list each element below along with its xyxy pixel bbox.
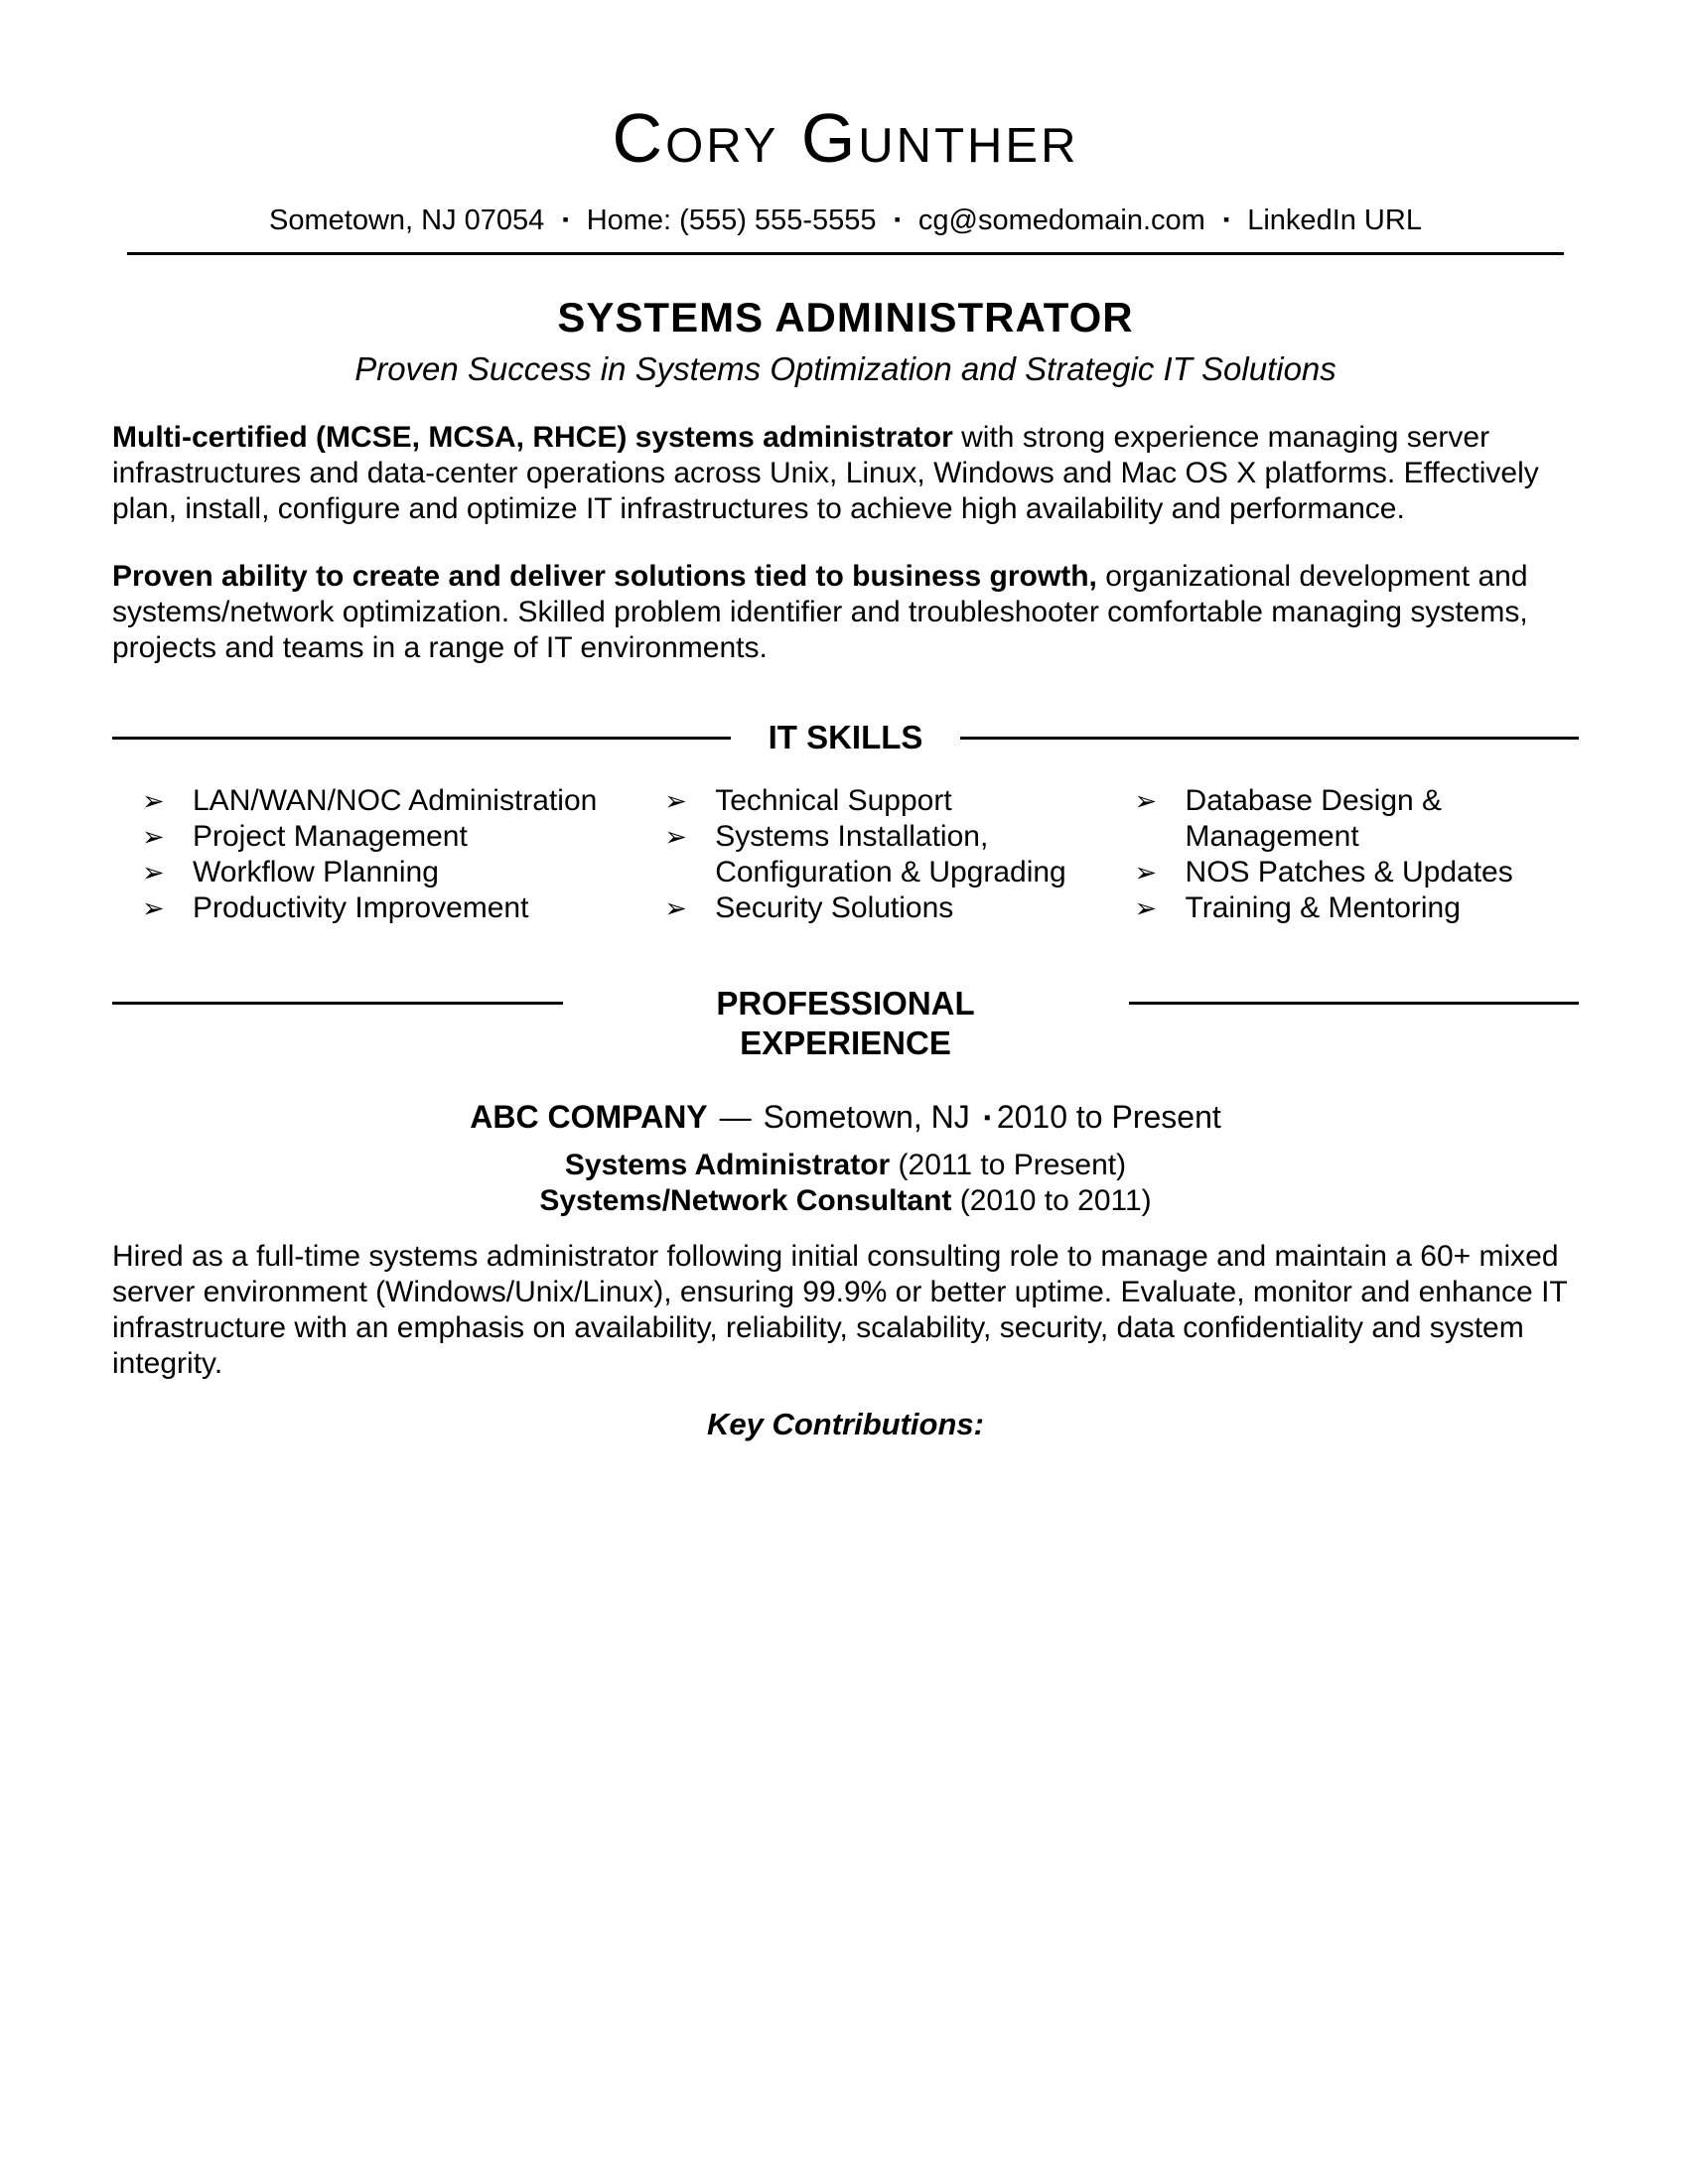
skill-label: Technical Support xyxy=(715,784,952,817)
role-dates: (2011 to Present) xyxy=(890,1149,1127,1181)
skill-label: Training & Mentoring xyxy=(1185,891,1461,924)
experience-section-heading xyxy=(112,984,1579,1063)
heading-rule-left xyxy=(112,737,731,740)
arrow-bullet-icon: ➢ xyxy=(1134,893,1158,923)
arrow-bullet-icon: ➢ xyxy=(142,858,165,887)
candidate-name: Cory Gunther xyxy=(612,99,1079,177)
company-name: ABC COMPANY xyxy=(470,1099,708,1135)
summary-p1-lead: Multi-certified (MCSE, MCSA, RHCE) systems administrator xyxy=(112,421,953,454)
arrow-bullet-icon: ➢ xyxy=(142,893,165,923)
arrow-bullet-icon: ➢ xyxy=(1134,786,1158,816)
skill-label: Workflow Planning xyxy=(193,856,439,888)
skill-label: LAN/WAN/NOC Administration xyxy=(193,784,598,817)
contact-email: cg@somedomain.com xyxy=(917,205,1205,236)
skill-item xyxy=(664,890,1134,926)
role-title: Systems Administrator xyxy=(564,1149,891,1181)
company-dates: 2010 to Present xyxy=(996,1099,1221,1135)
skill-item xyxy=(142,819,664,855)
role-list xyxy=(112,1148,1579,1219)
skills-columns xyxy=(112,783,1579,926)
skill-label: Database Design & Management xyxy=(1185,784,1443,853)
contact-phone: Home: (555) 555-5555 xyxy=(586,205,877,236)
summary-p2-lead: Proven ability to create and deliver solutions tied to business growth, xyxy=(112,560,1097,593)
job-description: Hired as a full-time systems administrator following initial consulting role to manage and maintain a 60+ mixed server environment (Windows/Unix/Linux), ensuring 99.9% or better uptime. Evaluate, monitor and enhance IT infrastructure with an emphasis on availability, reliability, scalability, security, data confidentiality and system integrity. xyxy=(112,1240,1568,1380)
role-title: Systems/Network Consultant xyxy=(539,1184,952,1217)
contact-linkedin: LinkedIn URL xyxy=(1247,205,1422,236)
role-line xyxy=(112,1148,1579,1183)
arrow-bullet-icon: ➢ xyxy=(664,786,687,816)
resume-title: SYSTEMS ADMINISTRATOR xyxy=(557,294,1134,341)
bullet-separator-icon: ▪ xyxy=(1222,209,1230,229)
skill-item xyxy=(1135,855,1579,890)
arrow-bullet-icon: ➢ xyxy=(664,893,687,923)
contact-location: Sometown, NJ 07054 xyxy=(269,205,545,236)
skill-label: Productivity Improvement xyxy=(193,891,529,924)
skill-label: Systems Installation, Configuration & Upgrading xyxy=(715,820,1066,888)
experience-heading-label: PROFESSIONAL EXPERIENCE xyxy=(716,985,975,1061)
header-divider xyxy=(127,252,1564,255)
skill-item xyxy=(1135,783,1579,855)
bullet-separator-icon: ▪ xyxy=(894,209,901,229)
skill-item xyxy=(664,819,1134,890)
resume-tagline: Proven Success in Systems Optimization and Strategic IT Solutions xyxy=(354,350,1336,387)
skill-label: NOS Patches & Updates xyxy=(1185,856,1513,888)
skills-column-2 xyxy=(664,783,1134,926)
skill-label: Security Solutions xyxy=(715,891,954,924)
skill-item xyxy=(1135,890,1579,926)
arrow-bullet-icon: ➢ xyxy=(142,786,165,816)
summary-p2-body: organizational development and systems/network optimization. Skilled problem identifier and troubleshooter comfortable managing systems, projects and teams in a range of IT environments. xyxy=(112,560,1528,664)
skill-item xyxy=(142,783,664,819)
skill-label: Project Management xyxy=(193,820,468,853)
skills-column-1 xyxy=(112,783,664,926)
arrow-bullet-icon: ➢ xyxy=(1134,858,1158,887)
em-dash: — xyxy=(719,1099,752,1135)
heading-rule-right xyxy=(960,737,1579,740)
skill-item xyxy=(142,890,664,926)
key-contributions-label: Key Contributions: xyxy=(707,1407,984,1441)
skill-item xyxy=(664,783,1134,819)
arrow-bullet-icon: ➢ xyxy=(142,822,165,852)
summary-paragraph-2 xyxy=(112,559,1579,666)
skills-heading-label: IT SKILLS xyxy=(768,719,923,755)
skills-column-3 xyxy=(1135,783,1579,926)
bullet-separator-icon: ▪ xyxy=(562,209,569,229)
skill-item xyxy=(142,855,664,890)
company-header xyxy=(112,1097,1579,1138)
bullet-separator-icon: ▪ xyxy=(983,1107,991,1129)
role-dates: (2010 to 2011) xyxy=(951,1184,1152,1217)
heading-rule-left xyxy=(112,1002,563,1005)
heading-rule-right xyxy=(1129,1002,1580,1005)
arrow-bullet-icon: ➢ xyxy=(664,822,687,852)
summary-p1-body: with strong experience managing server infrastructures and data-center operations across Unix, Linux, Windows and Mac OS X platforms. Effectively plan, install, configure and optimize IT infrastructures to achieve high availability and performance. xyxy=(112,421,1539,525)
skills-section-heading xyxy=(112,718,1579,757)
role-line xyxy=(112,1183,1579,1219)
company-location: Sometown, NJ xyxy=(763,1099,970,1135)
contact-line xyxy=(112,202,1579,238)
summary-paragraph-1 xyxy=(112,420,1579,527)
